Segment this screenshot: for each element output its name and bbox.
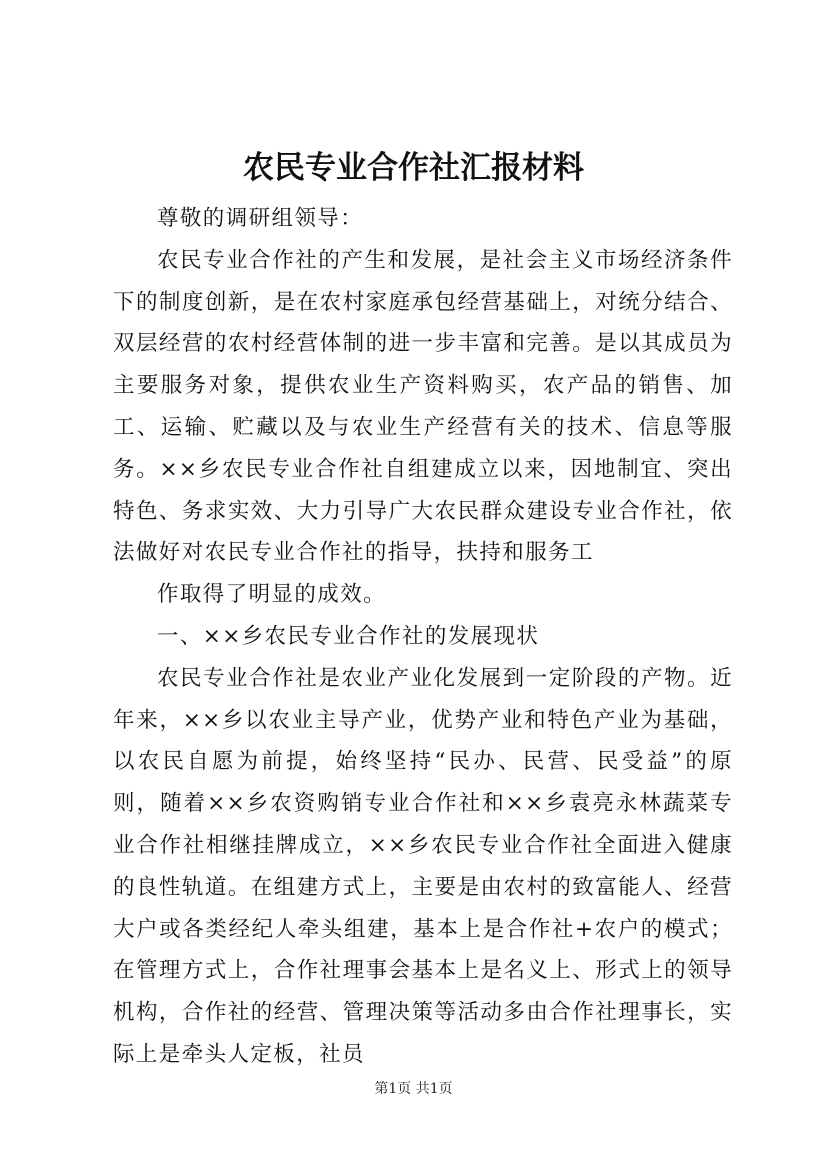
page-footer: 第1页 共1页 [374, 1081, 453, 1097]
section-heading: 一、××乡农民专业合作社的发展现状 [157, 623, 540, 649]
paragraph-result: 作取得了明显的成效。 [157, 582, 387, 608]
document-body [113, 198, 733, 1076]
paragraph-intro: 农民专业合作社的产生和发展，是社会主义市场经济条件下的制度创新，是在农村家庭承包经营基础上，对统分结合、双层经营的农村经营体制的进一步丰富和完善。是以其成员为主要服务对象，提供农业生产资料购买，农产品的销售、加工、运输、贮藏以及与农业生产经营有关的技术、信息等服务。××乡农民专业合作社自组建成立以来，因地制宜、突出特色、务求实效、大力引导广大农民群众建设专业合作社，依法做好对农民专业合作社的指导，扶持和服务工 [113, 247, 733, 566]
document-title: 农民专业合作社汇报材料 [243, 150, 584, 186]
paragraph-status: 农民专业合作社是农业产业化发展到一定阶段的产物。近年来，××乡以农业主导产业，优势产业和特色产业为基础，以农民自愿为前提，始终坚持“民办、民营、民受益”的原则，随着××乡农资购销专业合作社和××乡袁亮永林蔬菜专业合作社相继挂牌成立，××乡农民专业合作社全面进入健康的良性轨道。在组建方式上，主要是由农村的致富能人、经营大户或各类经纪人牵头组建，基本上是合作社+农户的模式；在管理方式上，合作社理事会基本上是名义上、形式上的领导机构，合作社的经营、管理决策等活动多由合作社理事长，实际上是牵头人定板，社员 [113, 665, 733, 1067]
greeting-line: 尊敬的调研组领导： [157, 206, 364, 231]
